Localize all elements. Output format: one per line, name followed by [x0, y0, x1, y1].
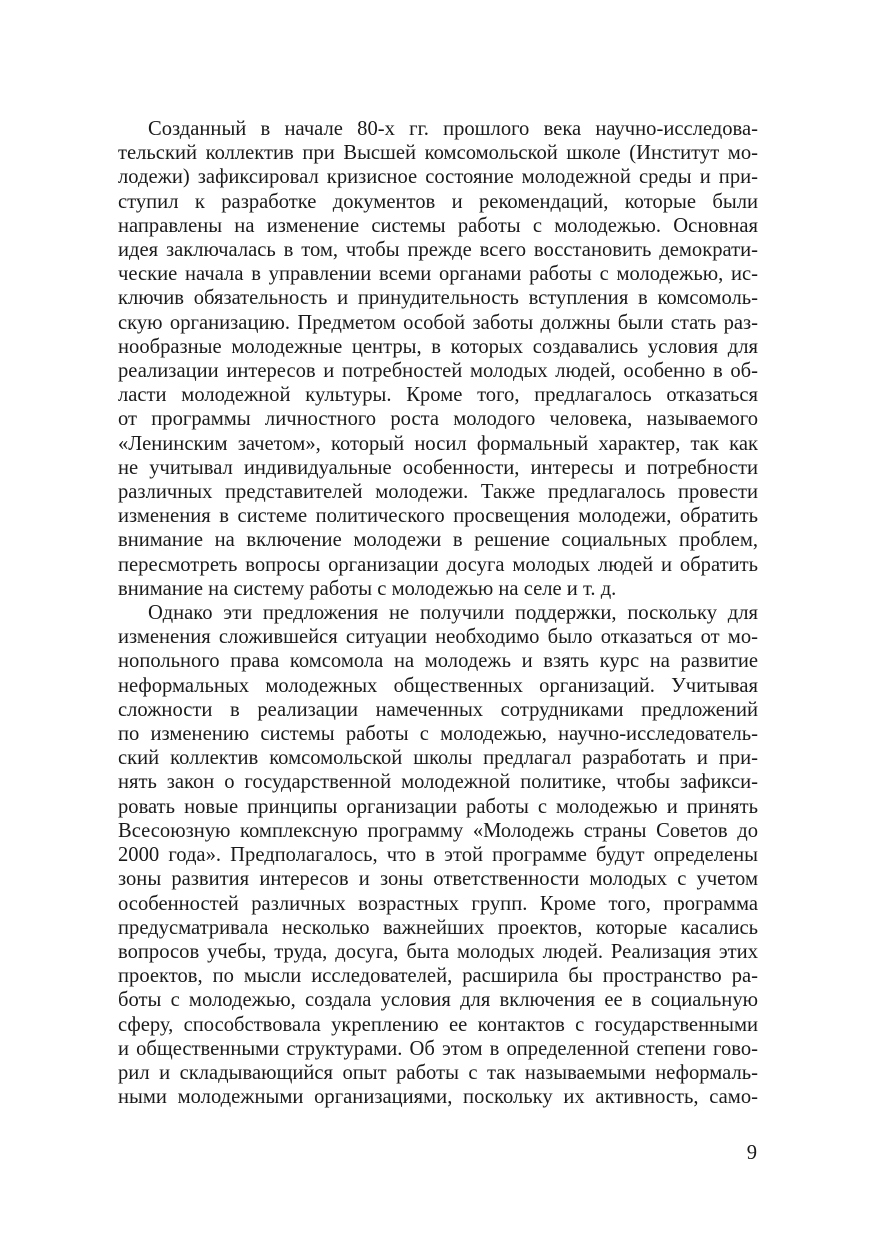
text-line: рил и складывающийся опыт работы с так называемыми неформаль- — [118, 1061, 758, 1084]
text-line: зоны развития интересов и зоны ответственности молодых с учетом — [118, 868, 758, 891]
text-line: и общественными структурами. Об этом в определенной степени гово- — [118, 1037, 758, 1060]
text-line: нопольного права комсомола на молодежь и взять курс на развитие — [118, 650, 758, 673]
text-line: Созданный в начале 80-х гг. прошлого века научно-исследова- — [148, 118, 758, 140]
text-line: внимание на включение молодежи в решение социальных проблем, — [118, 529, 758, 552]
text-line: лодежи) зафиксировал кризисное состояние молодежной среды и при- — [118, 166, 758, 189]
text-line: по изменению системы работы с молодежью, научно-исследователь- — [118, 723, 758, 746]
text-line: ский коллектив комсомольской школы предлагал разработать и при- — [118, 747, 758, 770]
text-line: реализации интересов и потребностей молодых людей, особенно в об- — [118, 360, 758, 383]
body-text — [118, 117, 758, 1109]
text-line: идея заключалась в том, чтобы прежде всего восстановить демократи- — [118, 239, 758, 262]
text-line: тельский коллектив при Высшей комсомольской школе (Институт мо- — [118, 142, 758, 165]
text-line: «Ленинским зачетом», который носил формальный характер, так как — [118, 432, 758, 455]
text-line: пересмотреть вопросы организации досуга молодых людей и обратить — [118, 553, 758, 576]
paragraph-2 — [118, 601, 758, 1109]
text-line: Всесоюзную комплексную программу «Молодежь страны Советов до — [118, 819, 758, 842]
text-line: ными молодежными организациями, поскольку их активность, само- — [118, 1086, 758, 1109]
text-line: ровать новые принципы организации работы с молодежью и принять — [118, 795, 758, 818]
text-line: скую организацию. Предметом особой заботы должны были стать раз- — [118, 311, 758, 334]
text-line: предусматривала несколько важнейших проектов, которые касались — [118, 916, 758, 939]
text-line: особенностей различных возрастных групп. Кроме того, программа — [118, 892, 758, 915]
text-line: ключив обязательность и принудительность вступления в комсомоль- — [118, 287, 758, 310]
text-line: неформальных молодежных общественных организаций. Учитывая — [118, 674, 758, 697]
text-line: нообразные молодежные центры, в которых создавались условия для — [118, 335, 758, 358]
text-line: ласти молодежной культуры. Кроме того, предлагалось отказаться — [118, 384, 758, 407]
text-line: Однако эти предложения не получили поддержки, поскольку для — [148, 602, 758, 625]
text-line: сферу, способствовала укреплению ее контактов с государственными — [118, 1013, 758, 1036]
text-line: боты с молодежью, создала условия для включения ее в социальную — [118, 989, 758, 1012]
paragraph-1 — [118, 117, 758, 601]
text-line: вопросов учебы, труда, досуга, быта молодых людей. Реализация этих — [118, 940, 758, 963]
page-number: 9 — [746, 1142, 757, 1164]
text-line: не учитывал индивидуальные особенности, интересы и потребности — [118, 456, 758, 479]
text-line: ступил к разработке документов и рекомендаций, которые были — [118, 190, 758, 213]
text-line: нять закон о государственной молодежной политике, чтобы зафикси- — [118, 771, 758, 794]
text-line: направлены на изменение системы работы с молодежью. Основная — [118, 214, 758, 237]
text-line: изменения в системе политического просвещения молодежи, обратить — [118, 505, 758, 528]
text-line: изменения сложившейся ситуации необходимо было отказаться от мо- — [118, 626, 758, 649]
text-line: проектов, по мысли исследователей, расширила бы пространство ра- — [118, 965, 758, 988]
text-line: 2000 года». Предполагалось, что в этой программе будут определены — [118, 844, 758, 867]
text-line: различных представителей молодежи. Также предлагалось провести — [118, 481, 758, 504]
text-line: ческие начала в управлении всеми органами работы с молодежью, ис- — [118, 263, 758, 286]
text-line: сложности в реализации намеченных сотрудниками предложений — [118, 698, 758, 721]
text-line: от программы личностного роста молодого человека, называемого — [118, 408, 758, 431]
text-line: внимание на систему работы с молодежью на селе и т. д. — [118, 577, 617, 600]
